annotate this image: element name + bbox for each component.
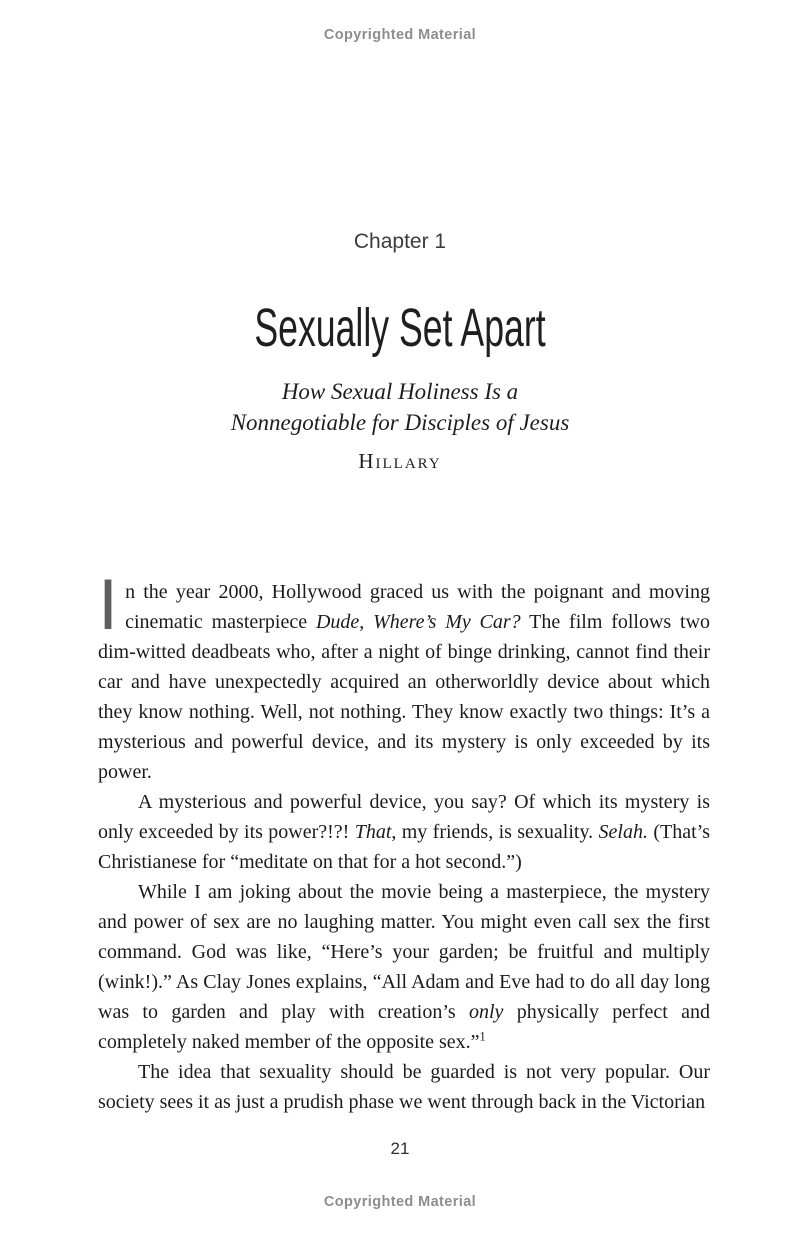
copyright-notice-bottom: Copyrighted Material bbox=[323, 1194, 477, 1210]
chapter-subtitle-line-2: Nonnegotiable for Disciples of Jesus bbox=[230, 410, 570, 435]
body-paragraph bbox=[98, 567, 711, 787]
chapter-label: Chapter 1 bbox=[353, 230, 447, 253]
chapter-subtitle-line-1: How Sexual Holiness Is a bbox=[281, 379, 519, 404]
body-text-segment: The film follows two dim-witted deadbeats who, after a night of binge drinking, cannot find their car and have unexpectedly acquired an otherworldly device about which they know nothing. Well, not nothing. They know exactly two things: It’s a mysterious and powerful device, and its mystery is only exceeded by its power. bbox=[98, 611, 711, 783]
body-text-segment: While I am joking about the movie being a masterpiece, the mystery and power of sex are no laughing matter. You might even call sex the first command. God was like, “Here’s your garden; be fruitful and multiply (wink!).” As Clay Jones explains, “All Adam and Eve had to do all day long was to garden and play with creation’s bbox=[98, 881, 710, 1023]
body-text bbox=[98, 567, 711, 1117]
body-text-segment: The idea that sexuality should be guarded is not very popular. Our society sees it as just a prudish phase we went through back in the Victorian bbox=[98, 1061, 710, 1113]
body-paragraph bbox=[98, 877, 710, 1057]
body-paragraph bbox=[98, 787, 710, 877]
body-text-segment: , my friends, is sexuality. bbox=[391, 821, 599, 843]
drop-cap-letter: I bbox=[98, 567, 119, 646]
chapter-subtitle bbox=[0, 376, 800, 438]
body-text-segment: physically perfect and completely naked member of the opposite sex.” bbox=[98, 1001, 710, 1053]
body-text-segment: A mysterious and powerful device, you say? Of which its mystery is only exceeded by its power?!?! bbox=[98, 791, 710, 843]
body-text-segment: That bbox=[354, 821, 392, 843]
chapter-author: Hillary bbox=[358, 449, 442, 473]
page-number: 21 bbox=[390, 1139, 410, 1158]
footnote-reference: 1 bbox=[479, 1029, 486, 1044]
body-text-segment: Dude, Where’s My Car? bbox=[315, 611, 521, 633]
body-paragraph bbox=[98, 1057, 710, 1117]
chapter-title: Sexually Set Apart bbox=[254, 298, 546, 358]
body-text-segment: (That’s Christianese for “meditate on that for a hot second.”) bbox=[98, 821, 710, 873]
body-text-segment: n the year 2000, Hollywood graced us with the poignant and moving cinematic masterpiece bbox=[125, 581, 710, 633]
copyright-notice-top: Copyrighted Material bbox=[323, 27, 477, 43]
body-text-segment: Selah. bbox=[598, 821, 648, 843]
body-text-segment: only bbox=[468, 1001, 504, 1023]
